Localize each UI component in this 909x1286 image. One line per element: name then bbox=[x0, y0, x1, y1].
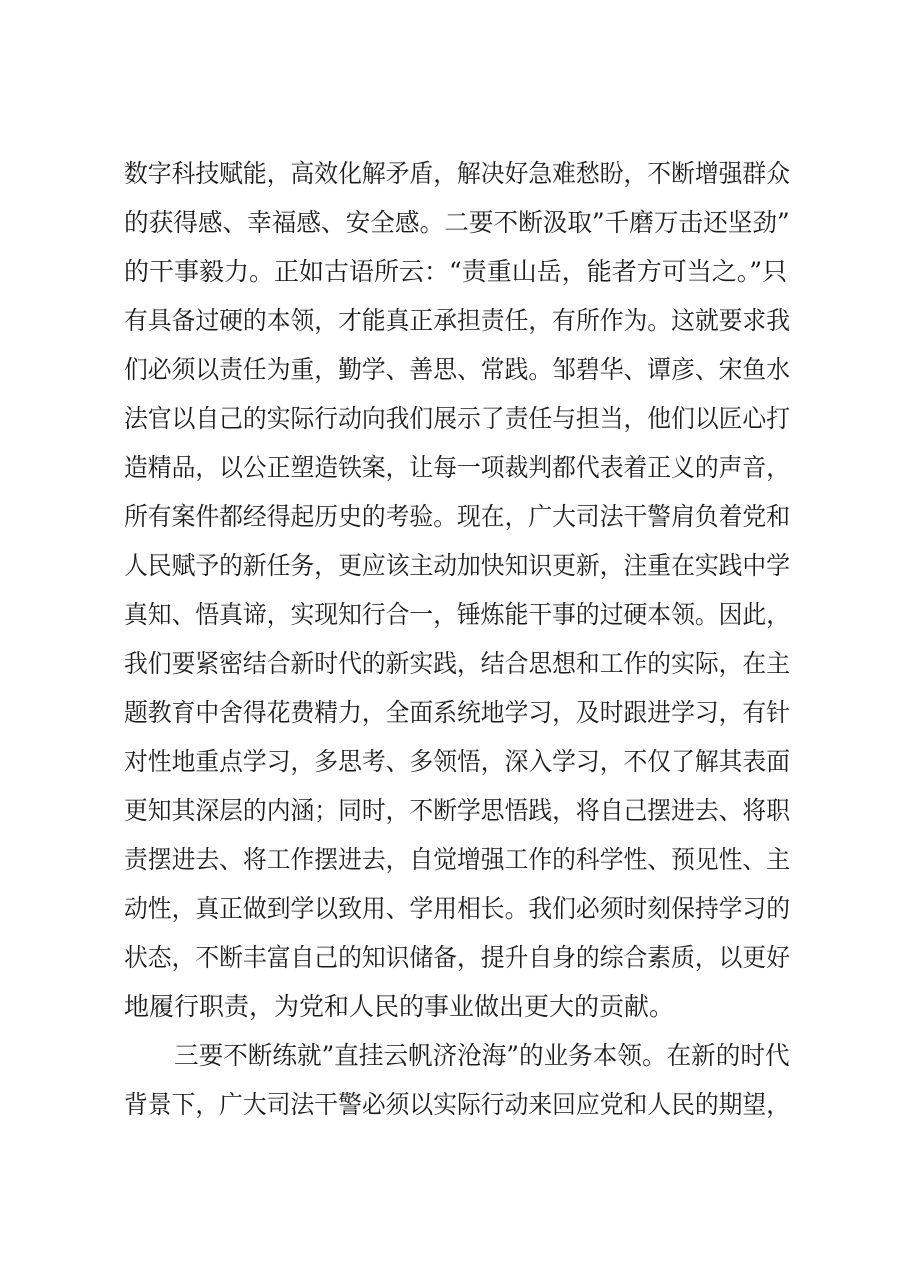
text-line: 造精品，以公正塑造铁案，让每一项裁判都代表着正义的声音， bbox=[124, 453, 791, 482]
text-line: 动性，真正做到学以致用、学用相长。我们必须时刻保持学习的 bbox=[124, 894, 791, 923]
text-line: 所有案件都经得起历史的考验。现在，广大司法干警肩负着党和 bbox=[124, 502, 791, 531]
text-line: 对性地重点学习，多思考、多领悟，深入学习，不仅了解其表面 bbox=[124, 747, 791, 776]
text-line: 背景下，广大司法干警必须以实际行动来回应党和人民的期望， bbox=[124, 1090, 791, 1119]
text-line: 责摆进去、将工作摆进去，自觉增强工作的科学性、预见性、主 bbox=[124, 845, 791, 874]
text-line: 有具备过硬的本领，才能真正承担责任，有所作为。这就要求我 bbox=[124, 306, 791, 335]
text-line: 们必须以责任为重，勤学、善思、常践。邹碧华、谭彦、宋鱼水 bbox=[124, 355, 791, 384]
text-line: 法官以自己的实际行动向我们展示了责任与担当，他们以匠心打 bbox=[124, 404, 791, 433]
text-line: 题教育中舍得花费精力，全面系统地学习，及时跟进学习，有针 bbox=[124, 698, 791, 727]
text-line: 状态，不断丰富自己的知识储备，提升自身的综合素质，以更好 bbox=[124, 943, 791, 972]
text-line: 我们要紧密结合新时代的新实践，结合思想和工作的实际，在主 bbox=[124, 649, 791, 678]
text-line: 人民赋予的新任务，更应该主动加快知识更新，注重在实践中学 bbox=[124, 551, 791, 580]
text-line: 数字科技赋能，高效化解矛盾，解决好急难愁盼，不断增强群众 bbox=[124, 159, 791, 188]
text-line: 真知、悟真谛，实现知行合一，锤炼能干事的过硬本领。因此， bbox=[124, 600, 791, 629]
text-line: 地履行职责，为党和人民的事业做出更大的贡献。 bbox=[124, 992, 675, 1021]
text-line: 更知其深层的内涵；同时，不断学思悟践，将自己摆进去、将职 bbox=[124, 796, 791, 825]
text-line: 的干事毅力。正如古语所云：“责重山岳，能者方可当之。”只 bbox=[124, 257, 788, 286]
text-line: 的获得感、幸福感、安全感。二要不断汲取”千磨万击还坚劲” bbox=[124, 208, 790, 237]
paragraph-first-line: 三要不断练就”直挂云帆济沧海”的业务本领。在新的时代 bbox=[174, 1041, 790, 1070]
